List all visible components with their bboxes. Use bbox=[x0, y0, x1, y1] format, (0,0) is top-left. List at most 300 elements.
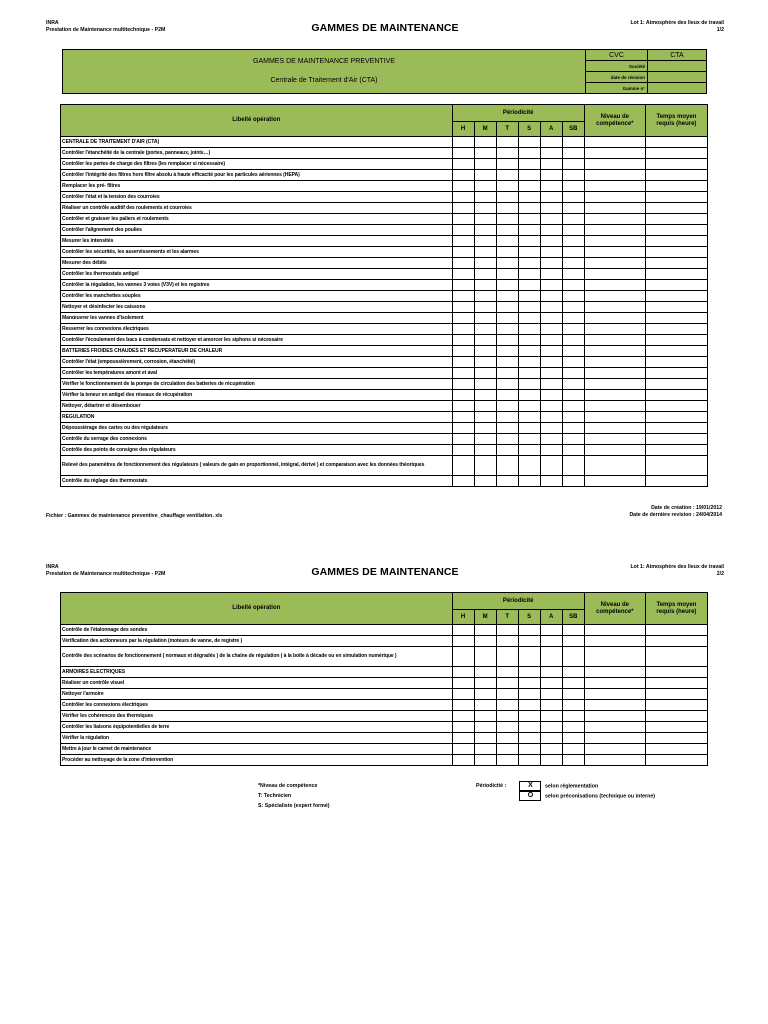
periodicity-cell[interactable] bbox=[452, 247, 474, 258]
periodicity-cell[interactable] bbox=[496, 755, 518, 766]
periodicity-cell[interactable] bbox=[452, 225, 474, 236]
periodicity-cell[interactable] bbox=[518, 236, 540, 247]
time-cell[interactable] bbox=[645, 236, 707, 247]
periodicity-cell[interactable] bbox=[452, 137, 474, 148]
competence-cell[interactable] bbox=[584, 313, 645, 324]
periodicity-cell[interactable] bbox=[452, 636, 474, 647]
periodicity-cell[interactable] bbox=[540, 148, 562, 159]
periodicity-cell[interactable] bbox=[474, 755, 496, 766]
periodicity-cell[interactable] bbox=[540, 291, 562, 302]
periodicity-cell[interactable] bbox=[540, 236, 562, 247]
periodicity-cell[interactable] bbox=[474, 368, 496, 379]
periodicity-cell[interactable] bbox=[452, 456, 474, 476]
periodicity-cell[interactable] bbox=[540, 689, 562, 700]
competence-cell[interactable] bbox=[584, 755, 645, 766]
periodicity-cell[interactable] bbox=[562, 258, 584, 269]
periodicity-cell[interactable] bbox=[474, 170, 496, 181]
periodicity-cell[interactable] bbox=[562, 368, 584, 379]
periodicity-cell[interactable] bbox=[562, 313, 584, 324]
periodicity-cell[interactable] bbox=[562, 636, 584, 647]
periodicity-cell[interactable] bbox=[518, 170, 540, 181]
periodicity-cell[interactable] bbox=[518, 214, 540, 225]
competence-cell[interactable] bbox=[584, 744, 645, 755]
periodicity-cell[interactable] bbox=[452, 313, 474, 324]
periodicity-cell[interactable] bbox=[496, 412, 518, 423]
periodicity-cell[interactable] bbox=[540, 225, 562, 236]
periodicity-cell[interactable] bbox=[452, 445, 474, 456]
competence-cell[interactable] bbox=[584, 181, 645, 192]
competence-cell[interactable] bbox=[584, 170, 645, 181]
periodicity-cell[interactable] bbox=[496, 313, 518, 324]
periodicity-cell[interactable] bbox=[518, 269, 540, 280]
periodicity-cell[interactable] bbox=[518, 390, 540, 401]
periodicity-cell[interactable] bbox=[474, 236, 496, 247]
periodicity-cell[interactable] bbox=[562, 733, 584, 744]
periodicity-cell[interactable] bbox=[562, 456, 584, 476]
periodicity-cell[interactable] bbox=[496, 379, 518, 390]
periodicity-cell[interactable] bbox=[562, 148, 584, 159]
periodicity-cell[interactable] bbox=[452, 159, 474, 170]
periodicity-cell[interactable] bbox=[540, 247, 562, 258]
periodicity-cell[interactable] bbox=[496, 722, 518, 733]
periodicity-cell[interactable] bbox=[518, 423, 540, 434]
time-cell[interactable] bbox=[645, 214, 707, 225]
periodicity-cell[interactable] bbox=[562, 214, 584, 225]
time-cell[interactable] bbox=[645, 423, 707, 434]
periodicity-cell[interactable] bbox=[496, 456, 518, 476]
periodicity-cell[interactable] bbox=[452, 434, 474, 445]
periodicity-cell[interactable] bbox=[452, 335, 474, 346]
time-cell[interactable] bbox=[645, 247, 707, 258]
time-cell[interactable] bbox=[645, 368, 707, 379]
periodicity-cell[interactable] bbox=[474, 678, 496, 689]
periodicity-cell[interactable] bbox=[452, 667, 474, 678]
periodicity-cell[interactable] bbox=[452, 755, 474, 766]
periodicity-cell[interactable] bbox=[452, 357, 474, 368]
periodicity-cell[interactable] bbox=[474, 456, 496, 476]
periodicity-cell[interactable] bbox=[452, 302, 474, 313]
time-cell[interactable] bbox=[645, 324, 707, 335]
periodicity-cell[interactable] bbox=[518, 181, 540, 192]
periodicity-cell[interactable] bbox=[562, 647, 584, 667]
periodicity-cell[interactable] bbox=[474, 302, 496, 313]
periodicity-cell[interactable] bbox=[452, 625, 474, 636]
periodicity-cell[interactable] bbox=[540, 214, 562, 225]
periodicity-cell[interactable] bbox=[540, 203, 562, 214]
time-cell[interactable] bbox=[645, 203, 707, 214]
periodicity-cell[interactable] bbox=[518, 302, 540, 313]
periodicity-cell[interactable] bbox=[474, 203, 496, 214]
time-cell[interactable] bbox=[645, 445, 707, 456]
competence-cell[interactable] bbox=[584, 678, 645, 689]
time-cell[interactable] bbox=[645, 302, 707, 313]
field-societe-value[interactable] bbox=[648, 61, 707, 72]
periodicity-cell[interactable] bbox=[474, 258, 496, 269]
periodicity-cell[interactable] bbox=[540, 636, 562, 647]
time-cell[interactable] bbox=[645, 137, 707, 148]
periodicity-cell[interactable] bbox=[496, 689, 518, 700]
competence-cell[interactable] bbox=[584, 667, 645, 678]
time-cell[interactable] bbox=[645, 689, 707, 700]
periodicity-cell[interactable] bbox=[474, 412, 496, 423]
periodicity-cell[interactable] bbox=[562, 434, 584, 445]
competence-cell[interactable] bbox=[584, 625, 645, 636]
periodicity-cell[interactable] bbox=[474, 181, 496, 192]
competence-cell[interactable] bbox=[584, 423, 645, 434]
time-cell[interactable] bbox=[645, 647, 707, 667]
time-cell[interactable] bbox=[645, 357, 707, 368]
periodicity-cell[interactable] bbox=[540, 137, 562, 148]
periodicity-cell[interactable] bbox=[496, 423, 518, 434]
periodicity-cell[interactable] bbox=[562, 357, 584, 368]
periodicity-cell[interactable] bbox=[452, 170, 474, 181]
periodicity-cell[interactable] bbox=[562, 711, 584, 722]
time-cell[interactable] bbox=[645, 159, 707, 170]
periodicity-cell[interactable] bbox=[452, 280, 474, 291]
competence-cell[interactable] bbox=[584, 636, 645, 647]
competence-cell[interactable] bbox=[584, 214, 645, 225]
periodicity-cell[interactable] bbox=[474, 434, 496, 445]
periodicity-cell[interactable] bbox=[474, 445, 496, 456]
competence-cell[interactable] bbox=[584, 357, 645, 368]
periodicity-cell[interactable] bbox=[518, 324, 540, 335]
periodicity-cell[interactable] bbox=[496, 401, 518, 412]
periodicity-cell[interactable] bbox=[540, 423, 562, 434]
time-cell[interactable] bbox=[645, 148, 707, 159]
periodicity-cell[interactable] bbox=[474, 280, 496, 291]
time-cell[interactable] bbox=[645, 722, 707, 733]
periodicity-cell[interactable] bbox=[540, 401, 562, 412]
periodicity-cell[interactable] bbox=[518, 625, 540, 636]
periodicity-cell[interactable] bbox=[452, 148, 474, 159]
periodicity-cell[interactable] bbox=[474, 247, 496, 258]
periodicity-cell[interactable] bbox=[452, 744, 474, 755]
time-cell[interactable] bbox=[645, 313, 707, 324]
periodicity-cell[interactable] bbox=[496, 434, 518, 445]
time-cell[interactable] bbox=[645, 636, 707, 647]
periodicity-cell[interactable] bbox=[540, 390, 562, 401]
periodicity-cell[interactable] bbox=[518, 291, 540, 302]
periodicity-cell[interactable] bbox=[452, 324, 474, 335]
periodicity-cell[interactable] bbox=[474, 722, 496, 733]
periodicity-cell[interactable] bbox=[496, 214, 518, 225]
periodicity-cell[interactable] bbox=[540, 280, 562, 291]
time-cell[interactable] bbox=[645, 379, 707, 390]
time-cell[interactable] bbox=[645, 181, 707, 192]
competence-cell[interactable] bbox=[584, 302, 645, 313]
periodicity-cell[interactable] bbox=[518, 434, 540, 445]
periodicity-cell[interactable] bbox=[562, 236, 584, 247]
periodicity-cell[interactable] bbox=[474, 313, 496, 324]
periodicity-cell[interactable] bbox=[518, 636, 540, 647]
periodicity-cell[interactable] bbox=[496, 647, 518, 667]
periodicity-cell[interactable] bbox=[474, 159, 496, 170]
periodicity-cell[interactable] bbox=[540, 181, 562, 192]
periodicity-cell[interactable] bbox=[518, 357, 540, 368]
periodicity-cell[interactable] bbox=[562, 678, 584, 689]
periodicity-cell[interactable] bbox=[518, 678, 540, 689]
periodicity-cell[interactable] bbox=[474, 269, 496, 280]
periodicity-cell[interactable] bbox=[540, 368, 562, 379]
periodicity-cell[interactable] bbox=[518, 159, 540, 170]
competence-cell[interactable] bbox=[584, 291, 645, 302]
periodicity-cell[interactable] bbox=[562, 170, 584, 181]
periodicity-cell[interactable] bbox=[496, 700, 518, 711]
periodicity-cell[interactable] bbox=[474, 291, 496, 302]
periodicity-cell[interactable] bbox=[496, 335, 518, 346]
periodicity-cell[interactable] bbox=[540, 434, 562, 445]
periodicity-cell[interactable] bbox=[474, 667, 496, 678]
periodicity-cell[interactable] bbox=[562, 137, 584, 148]
periodicity-cell[interactable] bbox=[474, 647, 496, 667]
periodicity-cell[interactable] bbox=[540, 476, 562, 487]
periodicity-cell[interactable] bbox=[452, 368, 474, 379]
field-gamme-value[interactable] bbox=[648, 83, 707, 94]
periodicity-cell[interactable] bbox=[540, 744, 562, 755]
periodicity-cell[interactable] bbox=[474, 225, 496, 236]
time-cell[interactable] bbox=[645, 346, 707, 357]
periodicity-cell[interactable] bbox=[496, 445, 518, 456]
periodicity-cell[interactable] bbox=[562, 291, 584, 302]
time-cell[interactable] bbox=[645, 269, 707, 280]
competence-cell[interactable] bbox=[584, 159, 645, 170]
periodicity-cell[interactable] bbox=[562, 700, 584, 711]
competence-cell[interactable] bbox=[584, 401, 645, 412]
competence-cell[interactable] bbox=[584, 434, 645, 445]
periodicity-cell[interactable] bbox=[496, 269, 518, 280]
competence-cell[interactable] bbox=[584, 280, 645, 291]
time-cell[interactable] bbox=[645, 678, 707, 689]
periodicity-cell[interactable] bbox=[518, 335, 540, 346]
periodicity-cell[interactable] bbox=[562, 225, 584, 236]
periodicity-cell[interactable] bbox=[496, 225, 518, 236]
periodicity-cell[interactable] bbox=[496, 346, 518, 357]
periodicity-cell[interactable] bbox=[540, 667, 562, 678]
periodicity-cell[interactable] bbox=[496, 390, 518, 401]
periodicity-cell[interactable] bbox=[540, 258, 562, 269]
periodicity-cell[interactable] bbox=[452, 346, 474, 357]
periodicity-cell[interactable] bbox=[496, 678, 518, 689]
competence-cell[interactable] bbox=[584, 346, 645, 357]
periodicity-cell[interactable] bbox=[562, 625, 584, 636]
competence-cell[interactable] bbox=[584, 647, 645, 667]
periodicity-cell[interactable] bbox=[562, 192, 584, 203]
periodicity-cell[interactable] bbox=[474, 700, 496, 711]
time-cell[interactable] bbox=[645, 412, 707, 423]
time-cell[interactable] bbox=[645, 744, 707, 755]
periodicity-cell[interactable] bbox=[452, 390, 474, 401]
periodicity-cell[interactable] bbox=[562, 423, 584, 434]
periodicity-cell[interactable] bbox=[474, 636, 496, 647]
periodicity-cell[interactable] bbox=[452, 379, 474, 390]
periodicity-cell[interactable] bbox=[452, 700, 474, 711]
periodicity-cell[interactable] bbox=[540, 324, 562, 335]
periodicity-cell[interactable] bbox=[540, 412, 562, 423]
periodicity-cell[interactable] bbox=[562, 159, 584, 170]
periodicity-cell[interactable] bbox=[452, 203, 474, 214]
periodicity-cell[interactable] bbox=[474, 390, 496, 401]
competence-cell[interactable] bbox=[584, 412, 645, 423]
periodicity-cell[interactable] bbox=[540, 170, 562, 181]
time-cell[interactable] bbox=[645, 170, 707, 181]
time-cell[interactable] bbox=[645, 280, 707, 291]
periodicity-cell[interactable] bbox=[452, 423, 474, 434]
periodicity-cell[interactable] bbox=[562, 324, 584, 335]
competence-cell[interactable] bbox=[584, 700, 645, 711]
time-cell[interactable] bbox=[645, 456, 707, 476]
time-cell[interactable] bbox=[645, 700, 707, 711]
periodicity-cell[interactable] bbox=[452, 181, 474, 192]
periodicity-cell[interactable] bbox=[518, 313, 540, 324]
periodicity-cell[interactable] bbox=[474, 324, 496, 335]
periodicity-cell[interactable] bbox=[562, 379, 584, 390]
periodicity-cell[interactable] bbox=[540, 379, 562, 390]
periodicity-cell[interactable] bbox=[496, 181, 518, 192]
periodicity-cell[interactable] bbox=[496, 357, 518, 368]
periodicity-cell[interactable] bbox=[452, 269, 474, 280]
periodicity-cell[interactable] bbox=[496, 636, 518, 647]
periodicity-cell[interactable] bbox=[496, 137, 518, 148]
competence-cell[interactable] bbox=[584, 324, 645, 335]
competence-cell[interactable] bbox=[584, 137, 645, 148]
periodicity-cell[interactable] bbox=[518, 192, 540, 203]
competence-cell[interactable] bbox=[584, 148, 645, 159]
periodicity-cell[interactable] bbox=[540, 357, 562, 368]
periodicity-cell[interactable] bbox=[540, 733, 562, 744]
competence-cell[interactable] bbox=[584, 236, 645, 247]
periodicity-cell[interactable] bbox=[518, 722, 540, 733]
periodicity-cell[interactable] bbox=[474, 335, 496, 346]
periodicity-cell[interactable] bbox=[518, 401, 540, 412]
periodicity-cell[interactable] bbox=[496, 236, 518, 247]
periodicity-cell[interactable] bbox=[496, 667, 518, 678]
periodicity-cell[interactable] bbox=[562, 247, 584, 258]
periodicity-cell[interactable] bbox=[562, 390, 584, 401]
periodicity-cell[interactable] bbox=[496, 258, 518, 269]
periodicity-cell[interactable] bbox=[540, 335, 562, 346]
periodicity-cell[interactable] bbox=[474, 476, 496, 487]
periodicity-cell[interactable] bbox=[562, 280, 584, 291]
periodicity-cell[interactable] bbox=[518, 744, 540, 755]
competence-cell[interactable] bbox=[584, 476, 645, 487]
time-cell[interactable] bbox=[645, 390, 707, 401]
time-cell[interactable] bbox=[645, 476, 707, 487]
time-cell[interactable] bbox=[645, 192, 707, 203]
periodicity-cell[interactable] bbox=[518, 203, 540, 214]
periodicity-cell[interactable] bbox=[562, 269, 584, 280]
periodicity-cell[interactable] bbox=[540, 647, 562, 667]
periodicity-cell[interactable] bbox=[496, 159, 518, 170]
periodicity-cell[interactable] bbox=[562, 346, 584, 357]
periodicity-cell[interactable] bbox=[518, 258, 540, 269]
periodicity-cell[interactable] bbox=[562, 689, 584, 700]
periodicity-cell[interactable] bbox=[540, 313, 562, 324]
competence-cell[interactable] bbox=[584, 192, 645, 203]
periodicity-cell[interactable] bbox=[496, 744, 518, 755]
periodicity-cell[interactable] bbox=[496, 247, 518, 258]
competence-cell[interactable] bbox=[584, 445, 645, 456]
periodicity-cell[interactable] bbox=[474, 711, 496, 722]
periodicity-cell[interactable] bbox=[562, 181, 584, 192]
periodicity-cell[interactable] bbox=[496, 302, 518, 313]
periodicity-cell[interactable] bbox=[518, 280, 540, 291]
periodicity-cell[interactable] bbox=[452, 689, 474, 700]
periodicity-cell[interactable] bbox=[452, 647, 474, 667]
periodicity-cell[interactable] bbox=[540, 722, 562, 733]
periodicity-cell[interactable] bbox=[540, 456, 562, 476]
periodicity-cell[interactable] bbox=[518, 137, 540, 148]
periodicity-cell[interactable] bbox=[562, 445, 584, 456]
periodicity-cell[interactable] bbox=[518, 379, 540, 390]
time-cell[interactable] bbox=[645, 434, 707, 445]
periodicity-cell[interactable] bbox=[540, 445, 562, 456]
periodicity-cell[interactable] bbox=[474, 357, 496, 368]
periodicity-cell[interactable] bbox=[496, 625, 518, 636]
competence-cell[interactable] bbox=[584, 247, 645, 258]
periodicity-cell[interactable] bbox=[518, 225, 540, 236]
periodicity-cell[interactable] bbox=[540, 302, 562, 313]
periodicity-cell[interactable] bbox=[540, 711, 562, 722]
periodicity-cell[interactable] bbox=[518, 647, 540, 667]
periodicity-cell[interactable] bbox=[474, 689, 496, 700]
periodicity-cell[interactable] bbox=[496, 476, 518, 487]
periodicity-cell[interactable] bbox=[496, 368, 518, 379]
periodicity-cell[interactable] bbox=[562, 476, 584, 487]
periodicity-cell[interactable] bbox=[452, 412, 474, 423]
competence-cell[interactable] bbox=[584, 368, 645, 379]
periodicity-cell[interactable] bbox=[496, 280, 518, 291]
periodicity-cell[interactable] bbox=[540, 625, 562, 636]
periodicity-cell[interactable] bbox=[452, 711, 474, 722]
periodicity-cell[interactable] bbox=[540, 678, 562, 689]
periodicity-cell[interactable] bbox=[562, 335, 584, 346]
periodicity-cell[interactable] bbox=[562, 755, 584, 766]
periodicity-cell[interactable] bbox=[518, 368, 540, 379]
time-cell[interactable] bbox=[645, 733, 707, 744]
periodicity-cell[interactable] bbox=[452, 236, 474, 247]
periodicity-cell[interactable] bbox=[496, 324, 518, 335]
periodicity-cell[interactable] bbox=[540, 159, 562, 170]
periodicity-cell[interactable] bbox=[452, 258, 474, 269]
periodicity-cell[interactable] bbox=[452, 214, 474, 225]
periodicity-cell[interactable] bbox=[518, 247, 540, 258]
periodicity-cell[interactable] bbox=[474, 148, 496, 159]
periodicity-cell[interactable] bbox=[474, 733, 496, 744]
time-cell[interactable] bbox=[645, 625, 707, 636]
competence-cell[interactable] bbox=[584, 390, 645, 401]
periodicity-cell[interactable] bbox=[474, 744, 496, 755]
periodicity-cell[interactable] bbox=[518, 733, 540, 744]
periodicity-cell[interactable] bbox=[518, 689, 540, 700]
periodicity-cell[interactable] bbox=[518, 755, 540, 766]
time-cell[interactable] bbox=[645, 225, 707, 236]
periodicity-cell[interactable] bbox=[452, 722, 474, 733]
periodicity-cell[interactable] bbox=[562, 401, 584, 412]
periodicity-cell[interactable] bbox=[518, 346, 540, 357]
periodicity-cell[interactable] bbox=[540, 269, 562, 280]
periodicity-cell[interactable] bbox=[518, 711, 540, 722]
periodicity-cell[interactable] bbox=[474, 346, 496, 357]
periodicity-cell[interactable] bbox=[562, 412, 584, 423]
periodicity-cell[interactable] bbox=[518, 456, 540, 476]
periodicity-cell[interactable] bbox=[518, 412, 540, 423]
competence-cell[interactable] bbox=[584, 689, 645, 700]
competence-cell[interactable] bbox=[584, 203, 645, 214]
time-cell[interactable] bbox=[645, 291, 707, 302]
periodicity-cell[interactable] bbox=[452, 291, 474, 302]
competence-cell[interactable] bbox=[584, 733, 645, 744]
time-cell[interactable] bbox=[645, 711, 707, 722]
